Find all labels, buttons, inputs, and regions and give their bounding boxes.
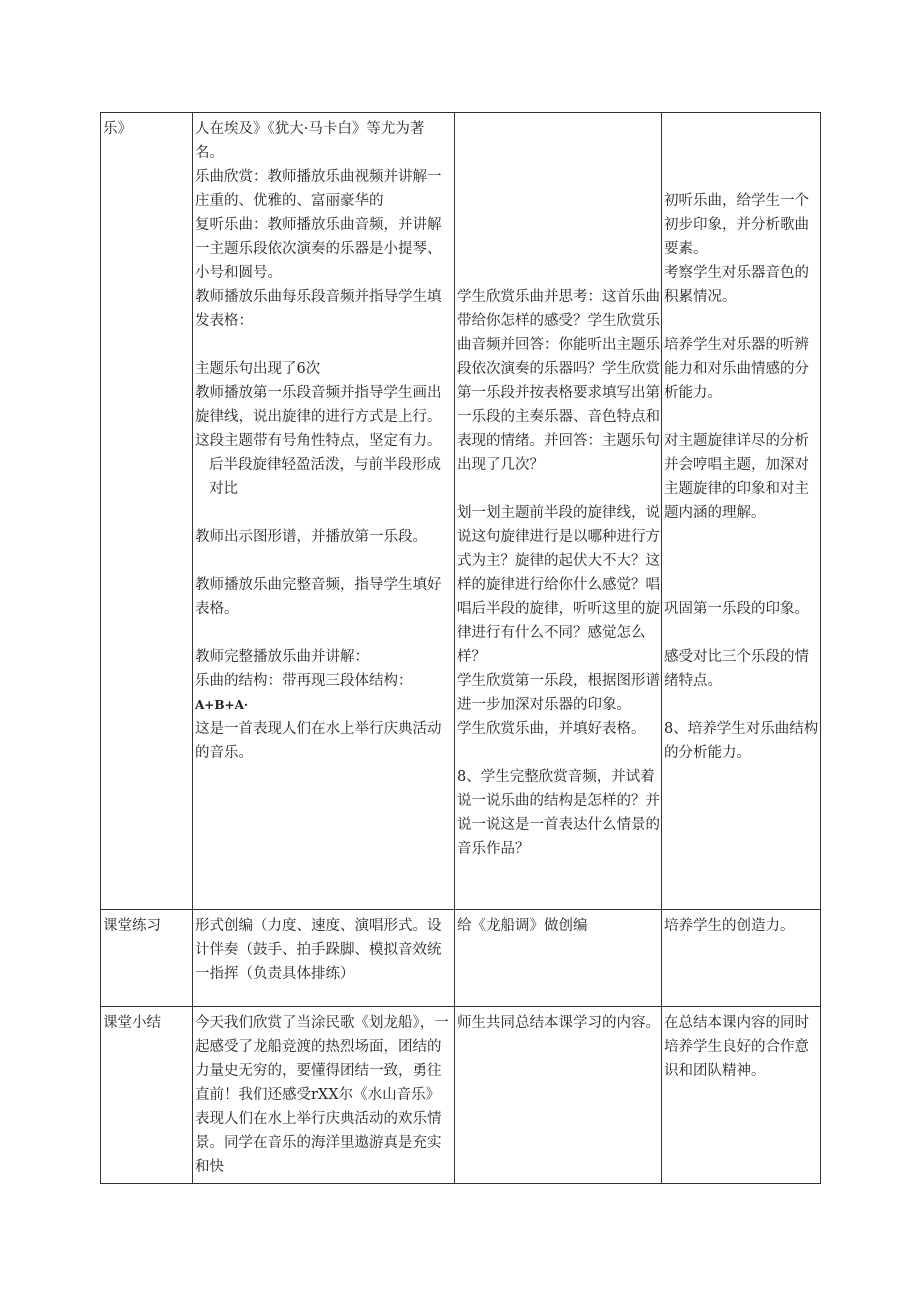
- student-activity-cell: 给《龙船调》做创编: [455, 910, 662, 1007]
- design-intent-cell: 培养学生的创造力。: [662, 910, 821, 1007]
- design-intent-cell: 在总结本课内容的同时培养学生良好的合作意识和团队精神。: [662, 1007, 821, 1184]
- student-activity-cell: 学生欣赏乐曲并思考：这首乐曲带给你怎样的感受？学生欣赏乐曲音频并回答：你能听出主题乐段依次演奏的乐器吗？学生欣赏第一乐段并按表格要求填写出第一乐段的主奏乐器、音色特点和表现的情绪。并回答：主题乐句出现了几次？ 划一划主题前半段的旋律线，说说这句旋律进行是以哪种进行方式为主？旋律的起伏大不大？这样的旋律进行给你什么感觉？唱唱后半段的旋律，听听这里的旋律进行有什么不同？感觉怎么样？ 学生欣赏第一乐段，根据图形谱进一步加深对乐器的印象。 学生欣赏乐曲，并填好表格。 8、学生完整欣赏音频，并试着说一说乐曲的结构是怎样的？并说一说这是一首表达什么情景的音乐作品？: [455, 113, 662, 910]
- table-row: [101, 1007, 821, 1184]
- table-row: [101, 113, 821, 910]
- student-activity-cell: 师生共同总结本课学习的内容。: [455, 1007, 662, 1184]
- table-row: [101, 910, 821, 1007]
- row-label: 课堂练习: [101, 910, 193, 1007]
- teacher-activity-cell: 人在埃及》《犹大·马卡白》等尤为著名。 乐曲欣赏：教师播放乐曲视频并讲解一庄重的、优雅的、富丽豪华的 复听乐曲：教师播放乐曲音频，并讲解一主题乐段依次演奏的乐器是小提琴、小号和圆号。 教师播放乐曲每乐段音频并指导学生填发表格： 主题乐句出现了6次 教师播放第一乐段音频并指导学生画出旋律线，说出旋律的进行方式是上行。这段主题带有号角性特点，坚定有力。 后半段旋律轻盈活泼，与前半段形成对比 教师出示图形谱，并播放第一乐段。 教师播放乐曲完整音频，指导学生填好表格。 教师完整播放乐曲并讲解： 乐曲的结构：带再现三段体结构： A+B+A· 这是一首表现人们在水上举行庆典活动的音乐。: [193, 113, 455, 910]
- row-label: 乐》: [101, 113, 193, 910]
- design-intent-cell: 初听乐曲，给学生一个初步印象，并分析歌曲要素。 考察学生对乐器音色的积累情况。 培养学生对乐器的听辨能力和对乐曲情感的分析能力。 对主题旋律详尽的分析并会哼唱主题，加深对主题旋律的印象和对主题内涵的理解。 巩固第一乐段的印象。 感受对比三个乐段的情绪特点。 8、培养学生对乐曲结构的分析能力。: [662, 113, 821, 910]
- lesson-plan-table: [100, 112, 821, 1184]
- row-label: 课堂小结: [101, 1007, 193, 1184]
- teacher-activity-cell: 形式创编（力度、速度、演唱形式。设计伴奏（鼓手、拍手跺脚、模拟音效统一指挥（负责具体排练）: [193, 910, 455, 1007]
- teacher-activity-cell: 今天我们欣赏了当涂民歌《划龙船》，一起感受了龙船竞渡的热烈场面，团结的力量史无穷的，要懂得团结一致，勇往直前！我们还感受rXX尔《水山音乐》表现人们在水上举行庆典活动的欢乐情景。同学在音乐的海洋里遨游真是充实和快: [193, 1007, 455, 1184]
